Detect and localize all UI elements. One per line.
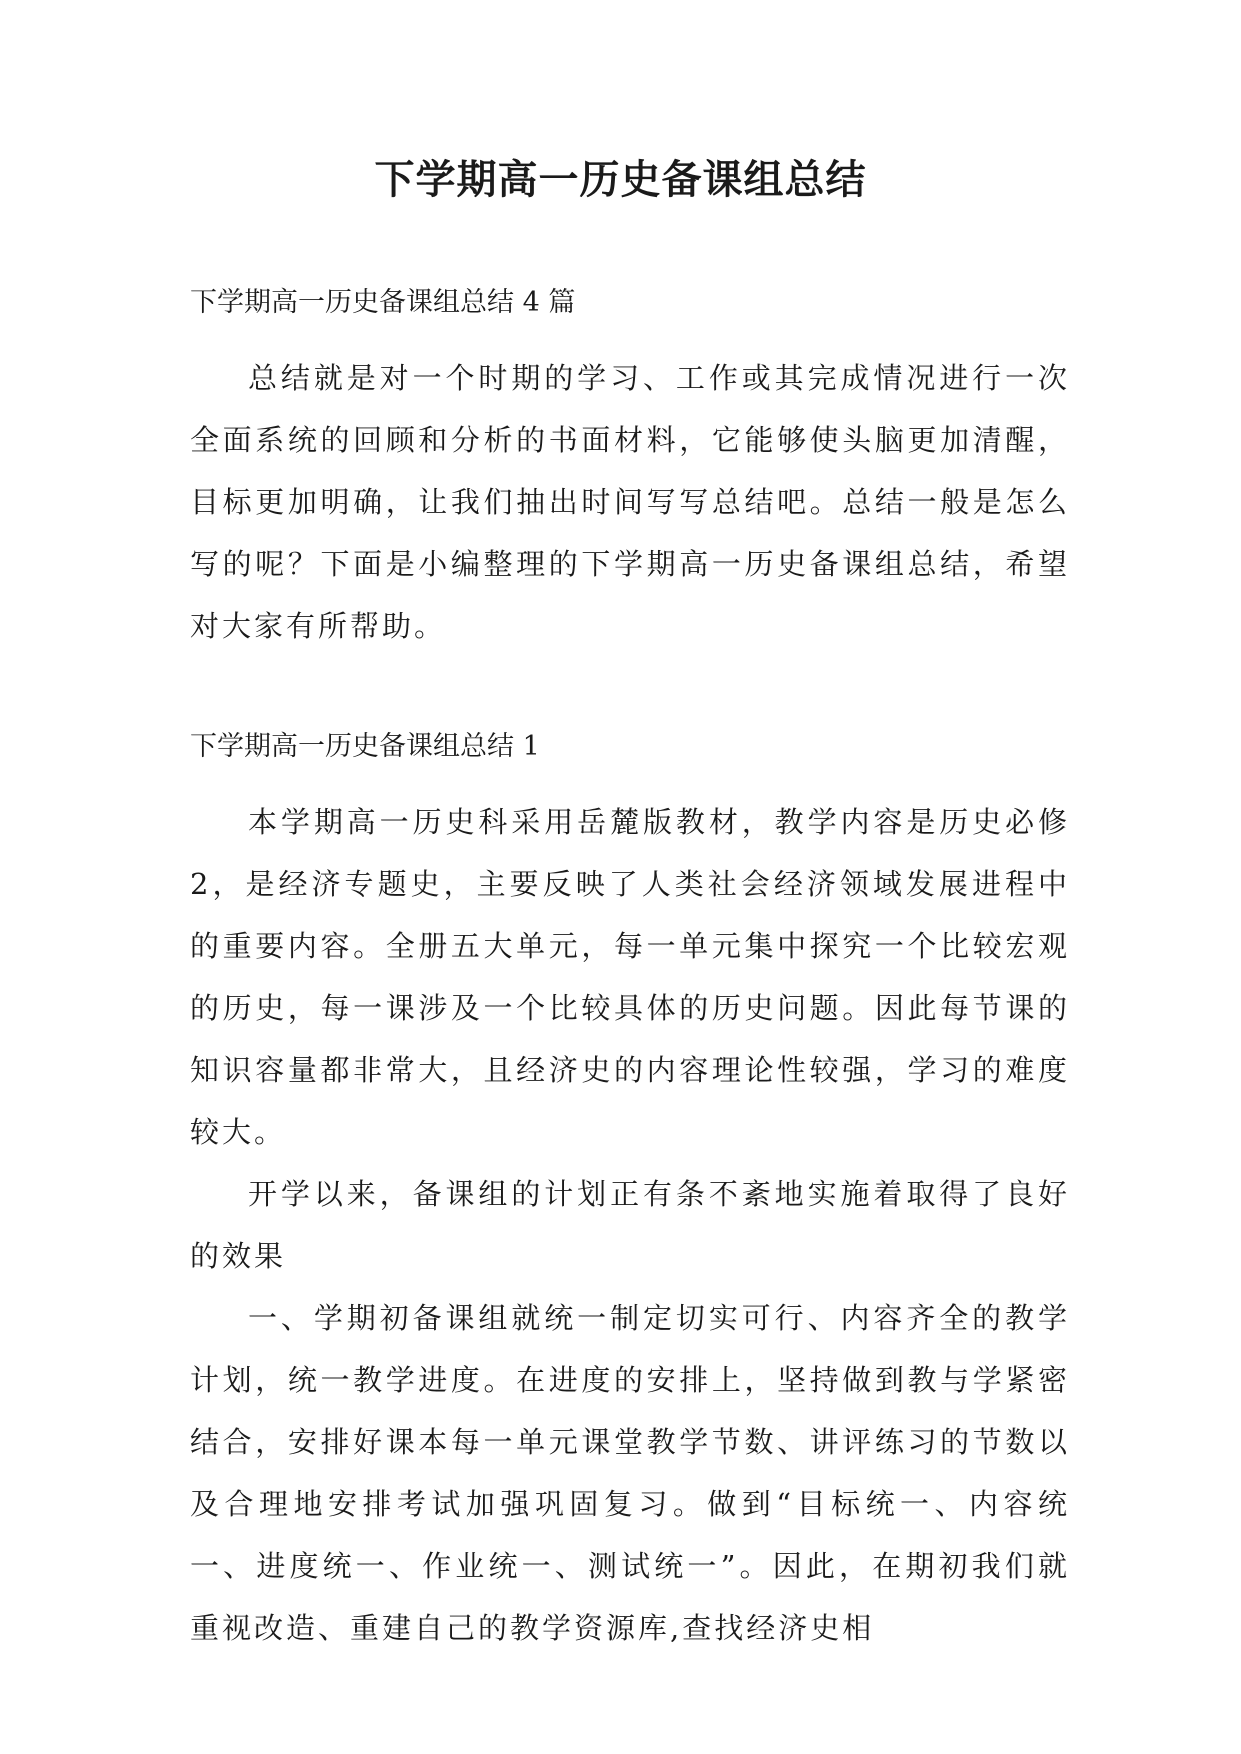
document-subtitle: 下学期高一历史备课组总结 4 篇 (190, 287, 576, 318)
document-body (190, 285, 1070, 1659)
body-paragraph: 开学以来，备课组的计划正有条不紊地实施着取得了良好的效果 (190, 1177, 1070, 1273)
section-heading: 下学期高一历史备课组总结 1 (190, 731, 540, 762)
body-paragraph: 一、学期初备课组就统一制定切实可行、内容齐全的教学计划，统一教学进度。在进度的安排上，坚持做到教与学紧密结合，安排好课本每一单元课堂教学节数、讲评练习的节数以及合理地安排考试加强巩固复习。做到“目标统一、内容统一、进度统一、作业统一、测试统一”。因此，在期初我们就重视改造、重建自己的教学资源库,查找经济史相 (190, 1301, 1070, 1645)
intro-paragraph: 总结就是对一个时期的学习、工作或其完成情况进行一次全面系统的回顾和分析的书面材料，它能够使头脑更加清醒，目标更加明确，让我们抽出时间写写总结吧。总结一般是怎么写的呢？下面是小编整理的下学期高一历史备课组总结，希望对大家有所帮助。 (190, 361, 1070, 643)
body-paragraph: 本学期高一历史科采用岳麓版教材，教学内容是历史必修 2，是经济专题史，主要反映了人类社会经济领域发展进程中的重要内容。全册五大单元，每一单元集中探究一个比较宏观的历史，每一课涉及一个比较具体的历史问题。因此每节课的知识容量都非常大，且经济史的内容理论性较强，学习的难度较大。 (190, 805, 1070, 1149)
document-title: 下学期高一历史备课组总结 (374, 157, 867, 203)
